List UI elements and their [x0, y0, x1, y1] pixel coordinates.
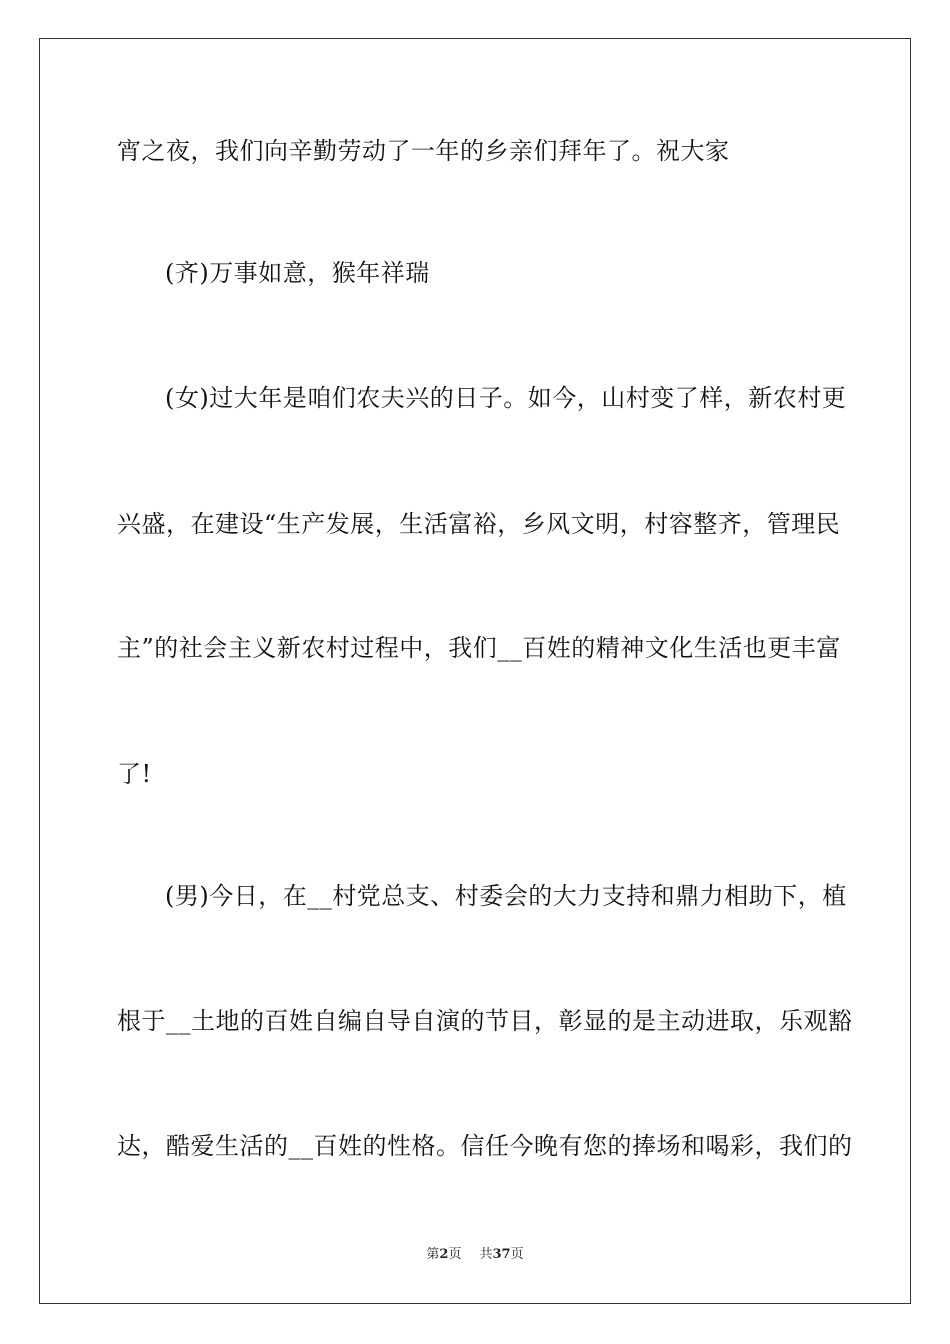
text-line-2: (齐)万事如意，猴年祥瑞	[165, 259, 430, 287]
total-pages: 37	[492, 1247, 511, 1262]
text-line-6: 了!	[117, 760, 152, 788]
page-prefix: 第	[426, 1247, 440, 1262]
page-footer	[0, 1246, 950, 1264]
page-number: 2	[439, 1247, 449, 1262]
text-line-8: 根于__土地的百姓自编自导自演的节目，彰显的是主动进取，乐观豁	[117, 1007, 853, 1035]
text-line-3: (女)过大年是咱们农夫兴的日子。如今，山村变了样，新农村更	[165, 384, 847, 412]
total-suffix: 页	[510, 1247, 524, 1262]
text-line-5: 主”的社会主义新农村过程中，我们__百姓的精神文化生活也更丰富	[117, 634, 841, 662]
text-line-7: (男)今日，在__村党总支、村委会的大力支持和鼎力相助下，植	[165, 882, 847, 910]
text-line-1: 宵之夜，我们向辛勤劳动了一年的乡亲们拜年了。祝大家	[117, 137, 730, 165]
text-line-9: 达，酷爱生活的__百姓的性格。信任今晚有您的捧场和喝彩，我们的	[117, 1132, 853, 1160]
total-prefix: 共	[479, 1247, 493, 1262]
text-line-4: 兴盛，在建设“生产发展，生活富裕，乡风文明，村容整齐，管理民	[117, 510, 841, 538]
page-frame	[39, 38, 911, 1304]
page-suffix: 页	[448, 1247, 462, 1262]
